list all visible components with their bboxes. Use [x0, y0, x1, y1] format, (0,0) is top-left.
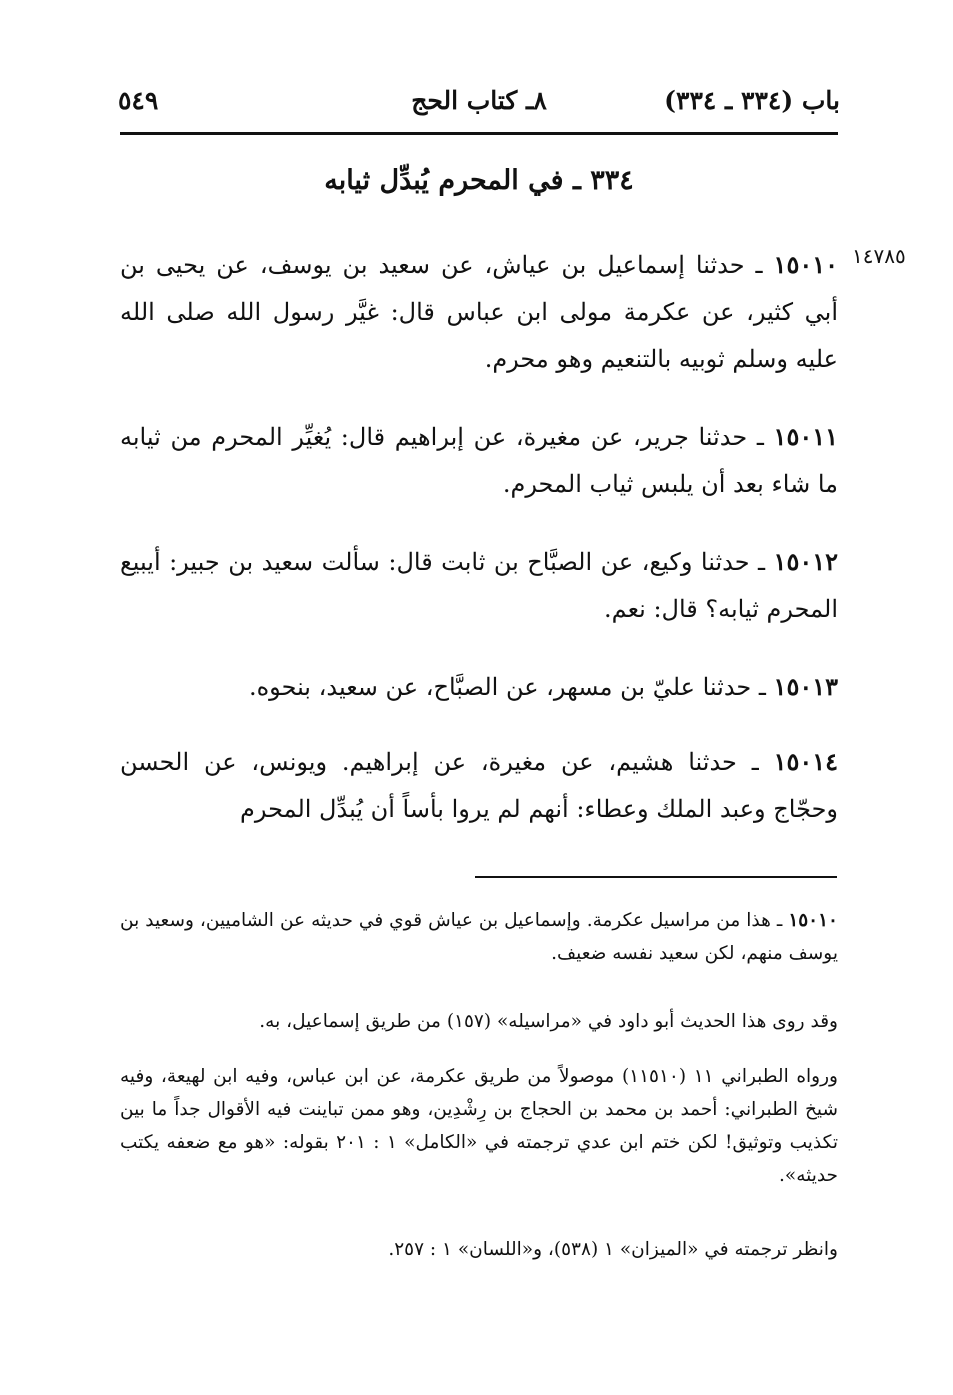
hadith-number: ١٥٠١١ — [773, 422, 838, 451]
hadith-text: ـ حدثنا هشيم، عن مغيرة، عن إبراهيم. ويونس، عن الحسن وحجّاج وعبد الملك وعطاء: أنهم لم يروا بأساً أن يُبدِّل المحرم — [120, 748, 838, 823]
hadith-15012 — [120, 538, 838, 633]
header-rule — [120, 132, 838, 135]
footnote-paragraph — [120, 1005, 838, 1038]
hadith-15010 — [120, 241, 838, 383]
hadith-15014 — [120, 738, 838, 833]
running-header — [118, 86, 840, 126]
page-number: ٥٤٩ — [118, 86, 159, 115]
hadith-15011 — [120, 413, 838, 508]
margin-number: ١٤٧٨٥ — [852, 244, 906, 268]
footnote-paragraph — [120, 1060, 838, 1192]
footnote-15010 — [120, 904, 838, 970]
hadith-15013 — [120, 663, 838, 711]
hadith-text: ـ حدثنا إسماعيل بن عياش، عن سعيد بن يوسف، عن يحيى بن أبي كثير، عن عكرمة مولى ابن عباس قال: غيَّر رسول الله صلى الله عليه وسلم ثوبيه بالتنعيم وهو محرم. — [120, 251, 838, 373]
hadith-text: ـ حدثنا عليّ بن مسهر، عن الصبَّاح، عن سعيد، بنحوه. — [248, 673, 774, 701]
hadith-number: ١٥٠١٠ — [773, 250, 838, 279]
hadith-number: ١٥٠١٢ — [773, 547, 838, 576]
hadith-number: ١٥٠١٣ — [773, 672, 838, 701]
footnote-text: ـ هذا من مراسيل عكرمة. وإسماعيل بن عياش قوي في حديثه عن الشاميين، وسعيد بن يوسف منهم، لكن سعيد نفسه ضعيف. — [120, 910, 838, 964]
footnote-text: وانظر ترجمته في «الميزان» ١ (٥٣٨)، و«اللسان» ١ : ٢٥٧. — [388, 1239, 838, 1260]
chapter-title: ٣٣٤ ـ في المحرم يُبدِّل ثيابه — [324, 165, 634, 196]
footnote-paragraph — [120, 1233, 838, 1266]
footnote-text: وقد روى هذا الحديث أبو داود في «مراسيله» (١٥٧) من طريق إسماعيل، به. — [259, 1011, 838, 1032]
header-book-title: ٨ـ كتاب الحج — [411, 86, 547, 115]
hadith-text: ـ حدثنا وكيع، عن الصبَّاح بن ثابت قال: سألت سعيد بن جبير: أيبيع المحرم ثيابه؟ قال: نعم. — [120, 548, 838, 623]
footnote-rule — [475, 876, 837, 878]
header-chapter-range: باب (٣٣٤ ـ ٣٣٤) — [664, 86, 840, 115]
footnote-text: ورواه الطبراني ١١ (١١٥١٠) موصولاً من طريق عكرمة، عن ابن عباس، وفيه ابن لهيعة، وفيه شيخ الطبراني: أحمد بن محمد بن الحجاج بن رِشْدِين، وهو ممن تباينت فيه الأقوال جداً ما بين تكذيب وتوثيق! لكن ختم ابن عدي ترجمته في «الكامل» ١ : ٢٠١ بقوله: «هو مع ضعفه يكتب حديثه». — [120, 1066, 839, 1186]
hadith-number: ١٥٠١٤ — [773, 747, 839, 776]
footnote-number: ١٥٠١٠ — [788, 910, 838, 931]
hadith-text: ـ حدثنا جرير، عن مغيرة، عن إبراهيم قال: يُغيِّر المحرم من ثيابه ما شاء بعد أن يلبس ثياب المحرم. — [120, 423, 838, 498]
